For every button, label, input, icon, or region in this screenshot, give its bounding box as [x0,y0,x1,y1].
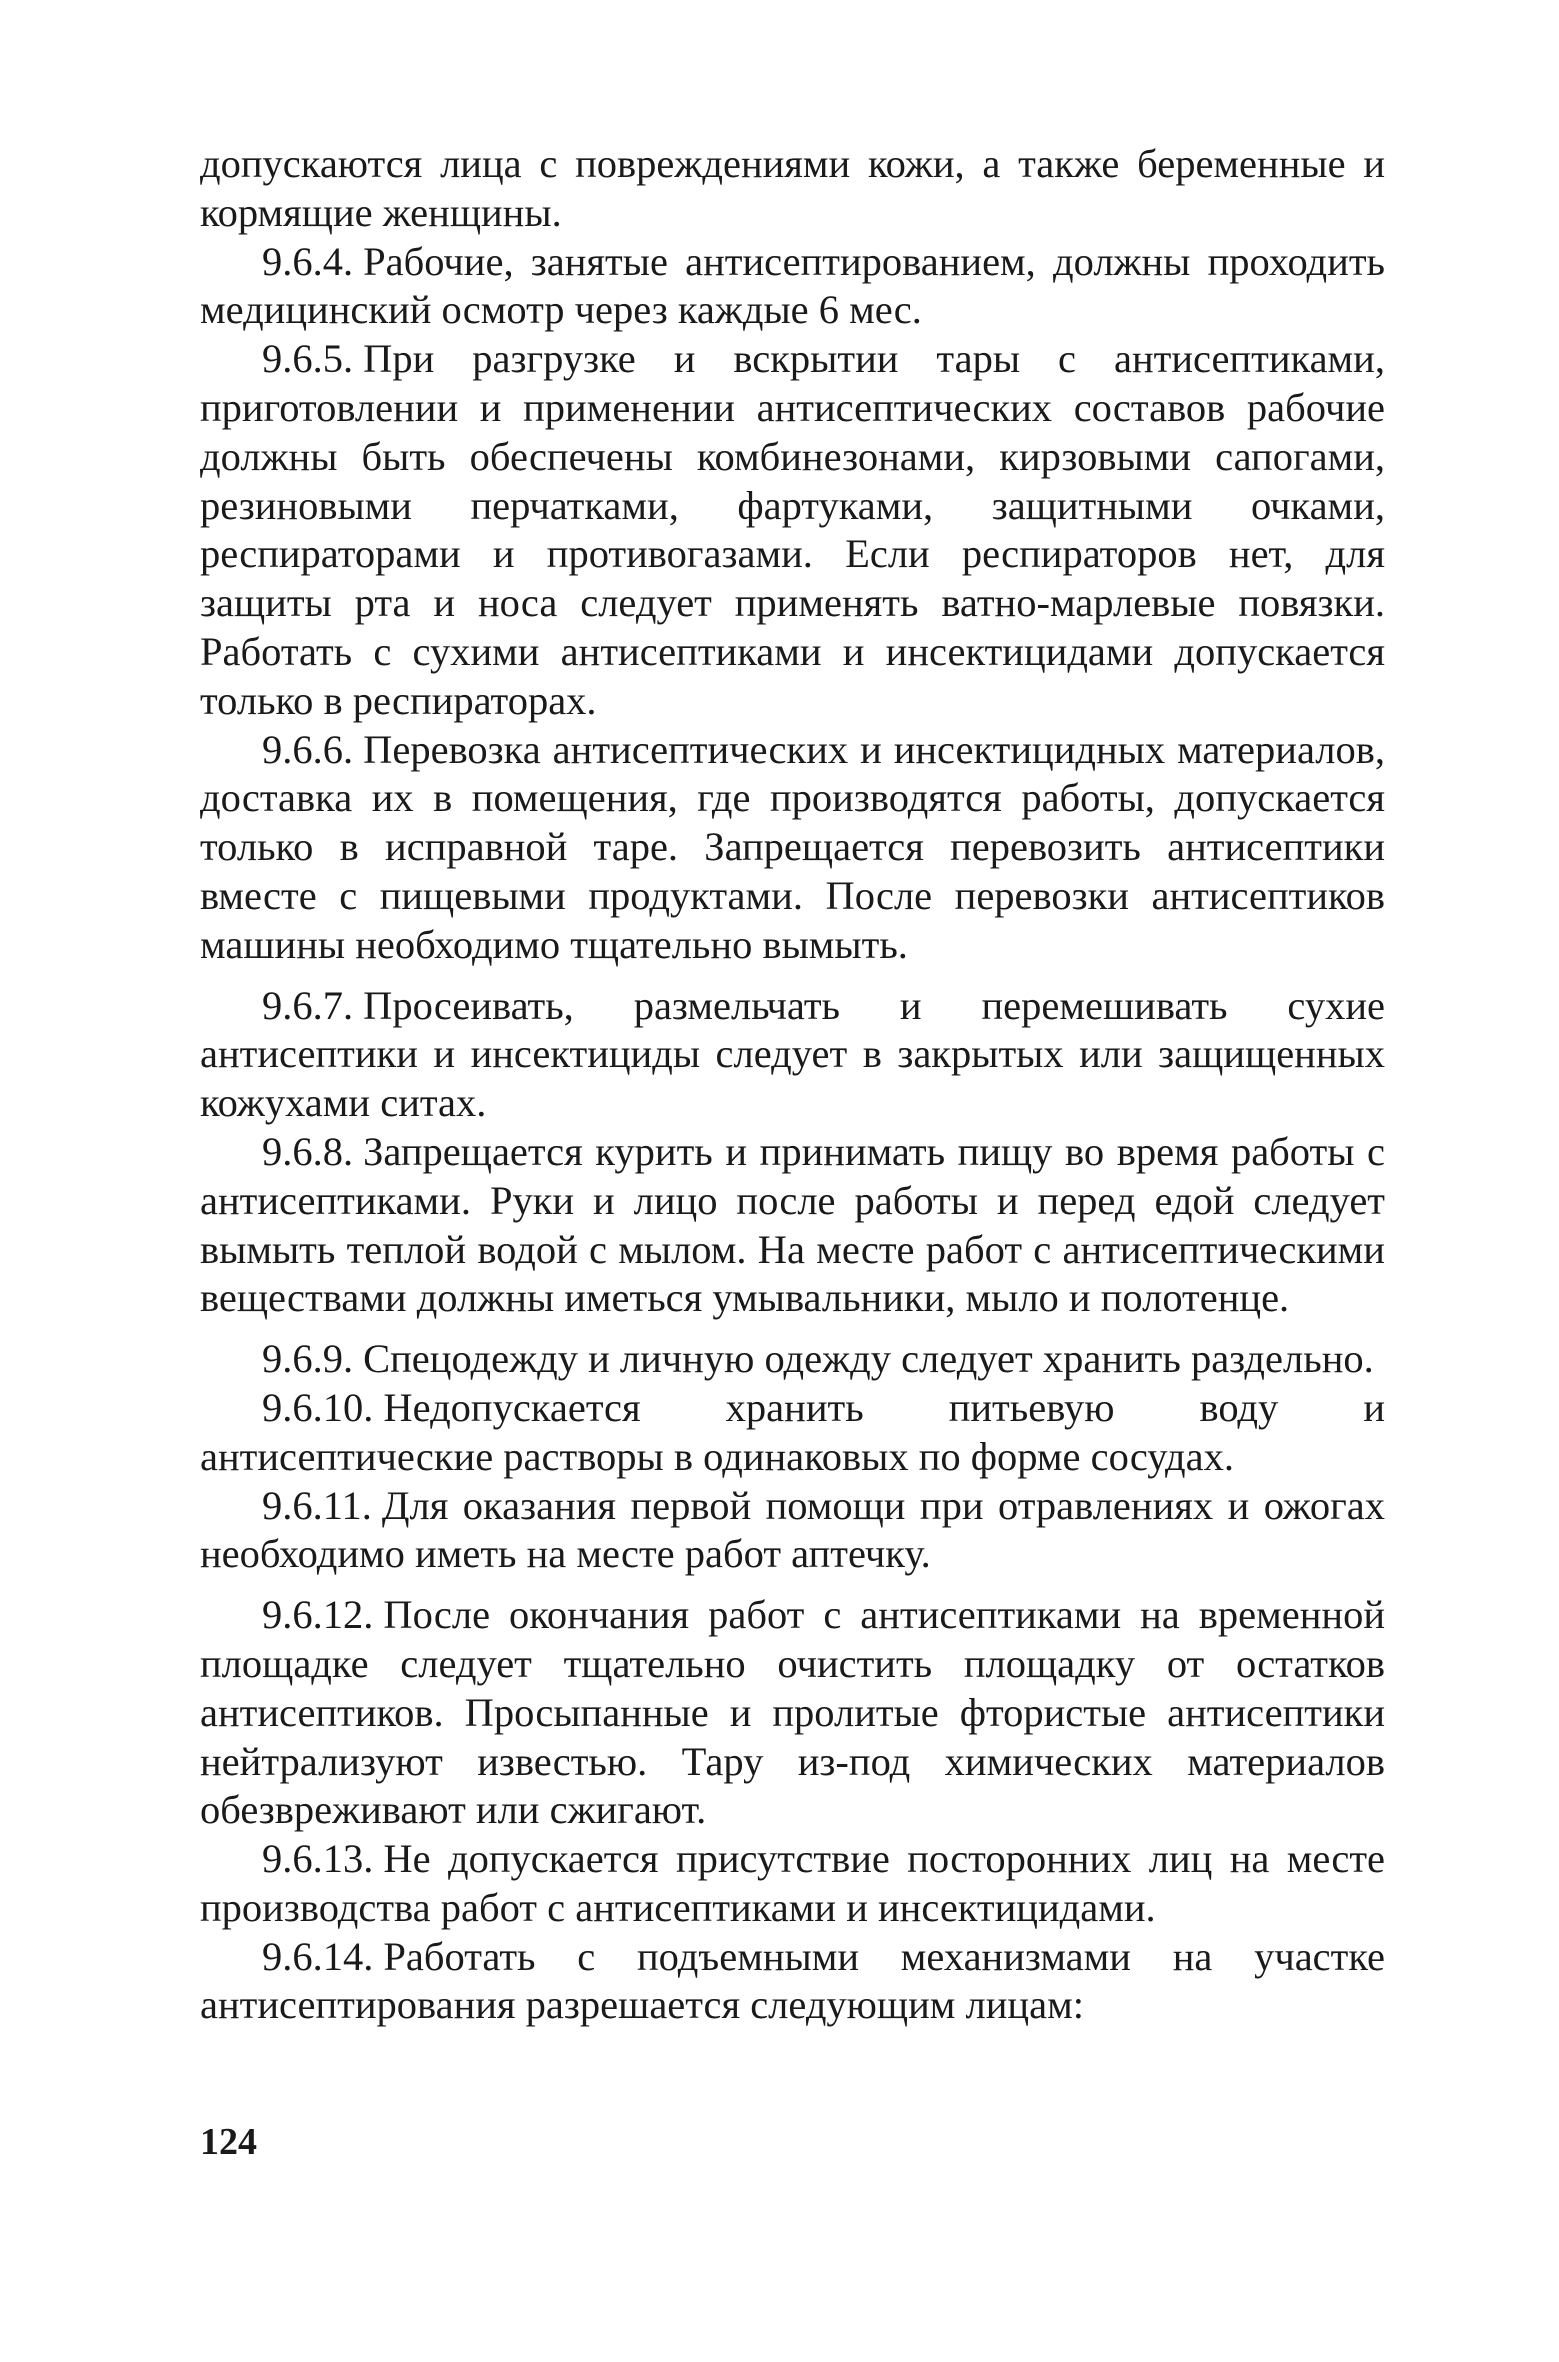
paragraph-9-6-10 [200,1384,1385,1482]
paragraph-9-6-5 [200,335,1385,725]
paragraph-continuation [200,140,1385,238]
paragraph-text: Недопускается хранить питьевую воду и антисептические растворы в одинаковых по форме сосудах. [200,1384,1385,1479]
paragraph-number: 9.6.8. [262,1128,354,1174]
paragraph-9-6-8 [200,1128,1385,1323]
paragraph-text: Перевозка антисептических и инсектицидных материалов, доставка их в помещения, где производятся работы, допускается только в исправной таре. Запрещается перевозить антисептики вместе с пищевыми продуктами. После перевозки антисептиков машины необходимо тщательно вымыть. [200,726,1385,967]
paragraph-text: допускаются лица с повреждениями кожи, а также беременные и кормящие женщины. [200,141,1385,235]
paragraph-number: 9.6.11. [262,1482,372,1528]
page-text [200,140,1385,2030]
paragraph-number: 9.6.12. [262,1592,374,1638]
paragraph-number: 9.6.7. [262,982,354,1028]
paragraph-number: 9.6.13. [262,1836,374,1882]
paragraph-9-6-11 [200,1482,1385,1580]
paragraph-9-6-7 [200,982,1385,1128]
paragraph-number: 9.6.4. [262,238,354,284]
paragraph-text: После окончания работ с антисептиками на временной площадке следует тщательно очистить площадку от остатков антисептиков. Просыпанные и пролитые фтористые антисептики нейтрализуют известью. Тару из-под химических материалов обезвреживают или сжигают. [200,1592,1385,1833]
paragraph-9-6-6 [200,726,1385,970]
paragraph-text: Работать с подъемными механизмами на участке антисептирования разрешается следующим лицам: [200,1933,1385,2028]
paragraph-text: Не допускается присутствие посторонних лиц на месте производства работ с антисептиками и инсектицидами. [200,1836,1385,1930]
paragraph-text: Спецодежду и личную одежду следует хранить раздельно. [363,1336,1374,1382]
paragraph-9-6-4 [200,238,1385,336]
paragraph-9-6-12 [200,1591,1385,1835]
paragraph-text: Рабочие, занятые антисептированием, должны проходить медицинский осмотр через каждые 6 мес. [200,238,1385,333]
paragraph-number: 9.6.6. [262,726,354,772]
paragraph-9-6-9 [200,1335,1385,1384]
page-number: 124 [200,2121,257,2163]
paragraph-number: 9.6.9. [262,1336,354,1382]
paragraph-number: 9.6.10. [262,1384,374,1430]
paragraph-text: Просеивать, размельчать и перемешивать сухие антисептики и инсектициды следует в закрытых или защищенных кожухами ситах. [200,982,1385,1126]
paragraph-text: Для оказания первой помощи при отравлениях и ожогах необходимо иметь на месте работ аптечку. [200,1482,1385,1577]
paragraph-text: Запрещается курить и принимать пищу во время работы с антисептиками. Руки и лицо после работы и перед едой следует вымыть теплой водой с мылом. На месте работ с антисептическими веществами должны иметься умывальники, мыло и полотенце. [200,1128,1385,1321]
paragraph-number: 9.6.14. [262,1933,374,1979]
paragraph-number: 9.6.5. [262,336,354,382]
paragraph-9-6-13 [200,1835,1385,1933]
paragraph-text: При разгрузке и вскрытии тары с антисептиками, приготовлении и применении антисептических составов рабочие должны быть обеспечены комбинезонами, кирзовыми сапогами, резиновыми перчатками, фартуками, защитными очками, респираторами и противогазами. Если респираторов нет, для защиты рта и носа следует применять ватно-марлевые повязки. Работать с сухими антисептиками и инсектицидами допускается только в респираторах. [200,336,1385,723]
paragraph-9-6-14 [200,1933,1385,2031]
